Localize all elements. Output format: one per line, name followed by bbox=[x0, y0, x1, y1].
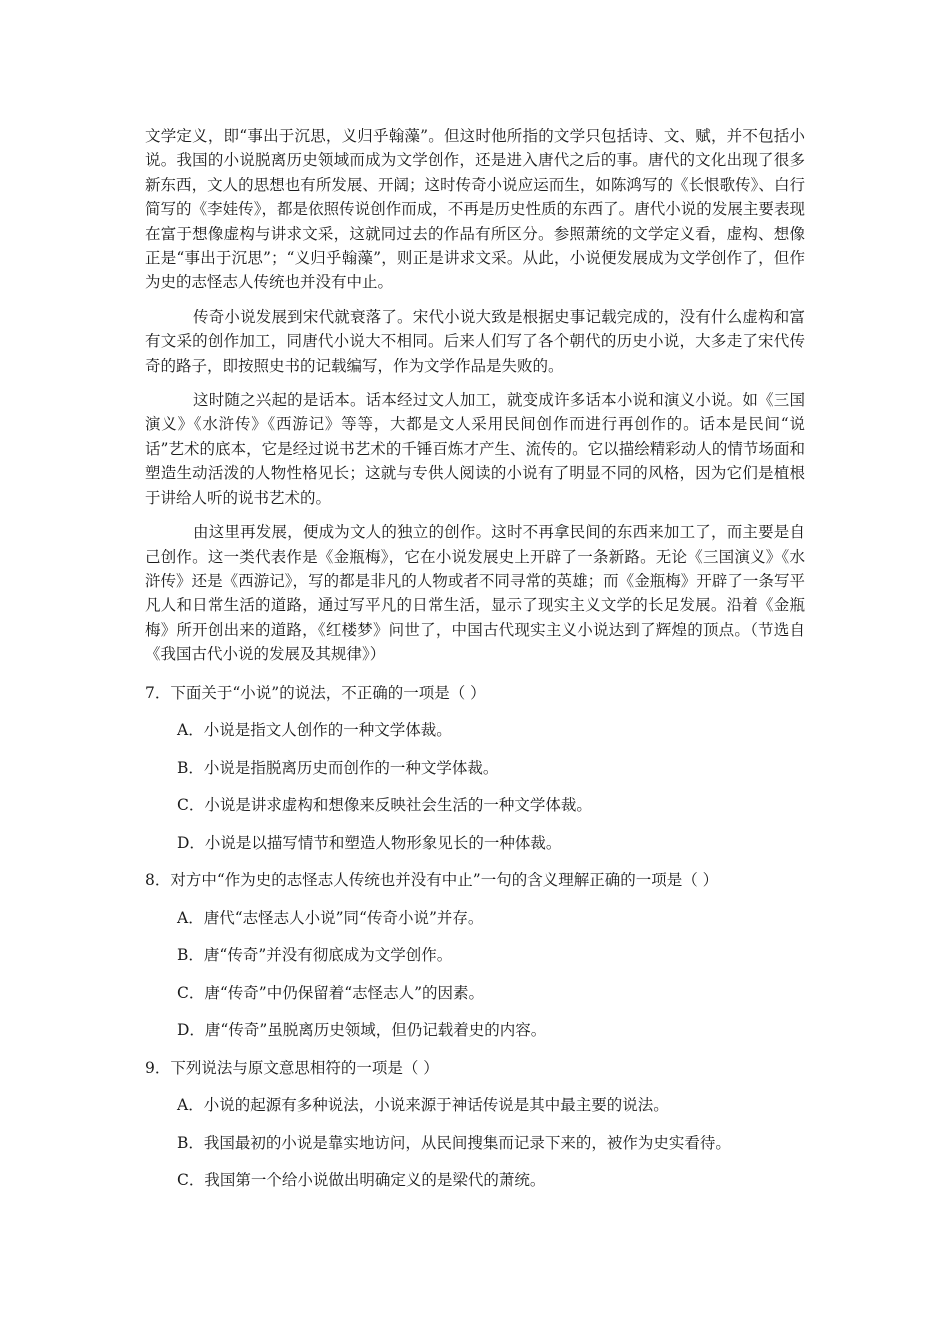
option-d: D．唐“传奇”虽脱离历史领域，但仍记载着史的内容。 bbox=[177, 1021, 547, 1040]
question-stem: 9．下列说法与原文意思相符的一项是（ ） bbox=[145, 1058, 439, 1077]
option-c: C．小说是讲求虚构和想像来反映社会生活的一种文学体裁。 bbox=[177, 796, 592, 815]
passage-paragraph-2: 传奇小说发展到宋代就衰落了。宋代小说大致是根据史事记载完成的，没有什么虚构和富有文采的创作加工，同唐代小说大不相同。后来人们写了各个朝代的历史小说，大多走了宋代传奇的路子，即按照史书的记载编写，作为文学作品是失败的。 bbox=[145, 307, 805, 375]
option-a: A．小说的起源有多种说法，小说来源于神话传说是其中最主要的说法。 bbox=[177, 1096, 669, 1115]
question-stem: 7．下面关于“小说”的说法，不正确的一项是（ ） bbox=[145, 683, 486, 702]
passage-paragraph-3: 这时随之兴起的是话本。话本经过文人加工，就变成许多话本小说和演义小说。如《三国演义》《水浒传》《西游记》等等，大都是文人采用民间创作而进行再创作的。话本是民间“说话”艺术的底本，它是经过说书艺术的千锤百炼才产生、流传的。它以描绘精彩动人的情节场面和塑造生动活泼的人物性格见长；这就与专供人阅读的小说有了明显不同的风格，因为它们是植根于讲给人听的说书艺术的。 bbox=[145, 391, 805, 507]
option-a: A．小说是指文人创作的一种文学体裁。 bbox=[177, 721, 452, 740]
passage bbox=[145, 124, 805, 667]
option-d: D．小说是以描写情节和塑造人物形象见长的一种体裁。 bbox=[177, 833, 562, 852]
question-list bbox=[145, 675, 805, 1200]
option-c: C．我国第一个给小说做出明确定义的是梁代的萧统。 bbox=[177, 1171, 546, 1190]
question-8 bbox=[145, 862, 805, 1050]
option-b: B．唐“传奇”并没有彻底成为文学创作。 bbox=[177, 946, 453, 965]
option-b: B．小说是指脱离历史而创作的一种文学体裁。 bbox=[177, 758, 499, 777]
option-c: C．唐“传奇”中仍保留着“志怪志人”的因素。 bbox=[177, 983, 485, 1002]
passage-paragraph-4: 由这里再发展，便成为文人的独立的创作。这时不再拿民间的东西来加工了，而主要是自己创作。这一类代表作是《金瓶梅》，它在小说发展史上开辟了一条新路。无论《三国演义》《水浒传》还是《西游记》，写的都是非凡的人物或者不同寻常的英雄；而《金瓶梅》开辟了一条写平凡人和日常生活的道路，通过写平凡的日常生活，显示了现实主义文学的长足发展。沿着《金瓶梅》所开创出来的道路，《红楼梦》问世了，中国古代现实主义小说达到了辉煌的顶点。（节选自《我国古代小说的发展及其规律》） bbox=[145, 523, 805, 664]
question-7 bbox=[145, 675, 805, 863]
passage-paragraph-1: 文学定义，即“事出于沉思，义归乎翰藻”。但这时他所指的文学只包括诗、文、赋，并不包括小说。我国的小说脱离历史领域而成为文学创作，还是进入唐代之后的事。唐代的文化出现了很多新东西，文人的思想也有所发展、开阔；这时传奇小说应运而生，如陈鸿写的《长恨歌传》、白行简写的《李娃传》，都是依照传说创作而成，不再是历史性质的东西了。唐代小说的发展主要表现在富于想像虚构与讲求文采，这就同过去的作品有所区分。参照萧统的文学定义看，虚构、想像正是“事出于沉思”；“义归乎翰藻”，则正是讲求文采。从此，小说便发展成为文学创作了，但作为史的志怪志人传统也并没有中止。 bbox=[145, 127, 805, 292]
option-a: A．唐代“志怪志人小说”同“传奇小说”并存。 bbox=[177, 908, 484, 927]
question-9 bbox=[145, 1050, 805, 1200]
question-stem: 8．对方中“作为史的志怪志人传统也并没有中止”一句的含义理解正确的一项是（ ） bbox=[145, 871, 719, 890]
document-page bbox=[145, 124, 805, 1200]
option-b: B．我国最初的小说是靠实地访问，从民间搜集而记录下来的，被作为史实看待。 bbox=[177, 1133, 731, 1152]
